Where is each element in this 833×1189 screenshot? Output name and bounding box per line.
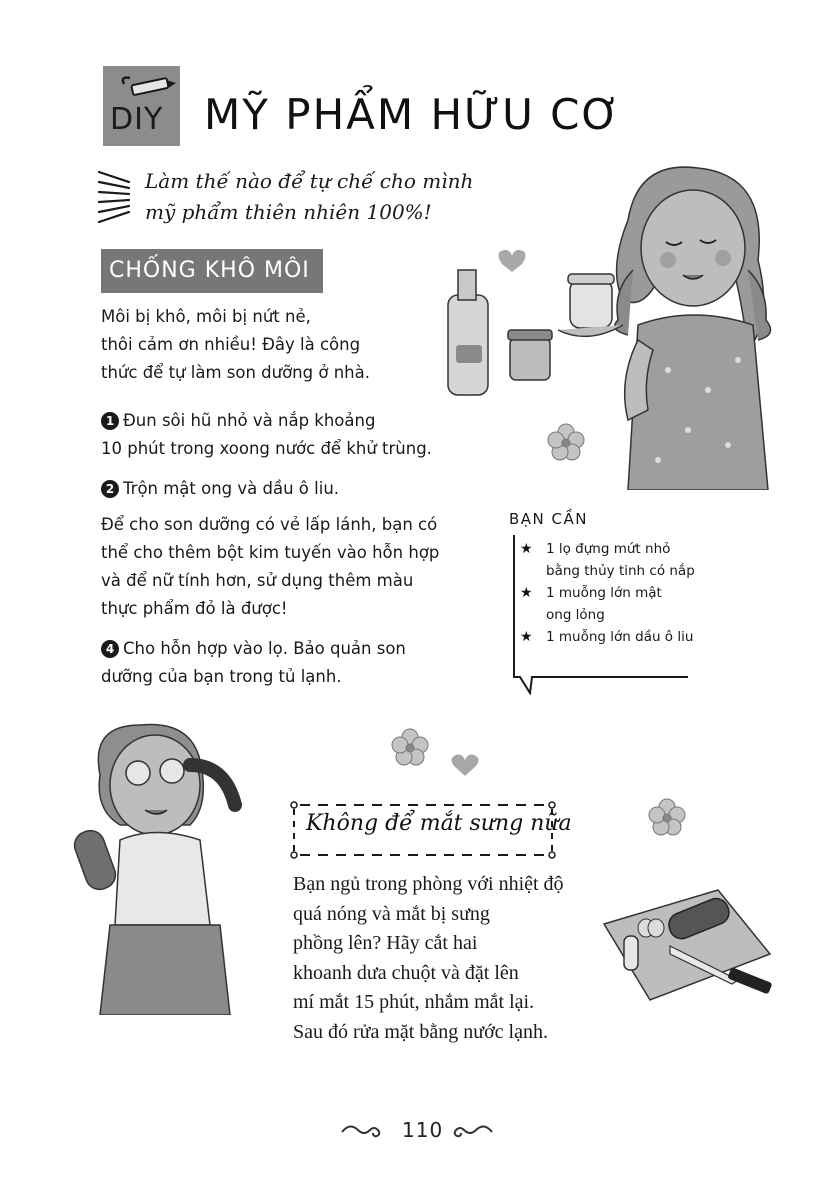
step-2	[101, 475, 481, 503]
hatch-lines-decoration	[97, 168, 133, 224]
tip-paragraph	[293, 870, 633, 1047]
page-number: 110	[402, 1118, 444, 1142]
step-text: Để cho son dưỡng có vẻ lấp lánh, bạn có	[101, 515, 438, 534]
left-swirl-ornament	[340, 1120, 386, 1142]
ingredient-item	[520, 582, 710, 626]
ingredient-line: 1 muỗng lớn dầu ô liu	[546, 629, 694, 645]
step-number-badge: 2	[101, 480, 119, 498]
ingredients-title: BẠN CẦN	[509, 510, 588, 528]
diy-tag-label: DIY	[110, 102, 164, 137]
right-swirl-ornament	[448, 1120, 494, 1142]
ingredient-line: ong lỏng	[546, 607, 605, 623]
intro-paragraph	[101, 303, 421, 387]
step-text: thể cho thêm bột kim tuyến vào hỗn hợp	[101, 543, 440, 562]
tip-line: mí mắt 15 phút, nhắm mắt lại.	[293, 991, 535, 1013]
step-1	[101, 407, 481, 463]
tip-title: Không để mắt sưng nữa	[306, 811, 572, 836]
girl-with-cucumber-illustration	[60, 715, 285, 1015]
section-banner-label: CHỐNG KHÔ MÔI	[109, 258, 310, 283]
ingredient-line: 1 lọ đựng mứt nhỏ	[546, 541, 671, 557]
ingredient-item	[520, 538, 710, 582]
star-icon: ★	[520, 585, 533, 601]
pencil-icon	[118, 72, 178, 100]
tip-line: quá nóng và mắt bị sưng	[293, 902, 490, 925]
step-text: dưỡng của bạn trong tủ lạnh.	[101, 667, 342, 686]
star-icon: ★	[520, 541, 533, 557]
step-text: Trộn mật ong và dầu ô liu.	[123, 479, 340, 498]
step-text: Cho hỗn hợp vào lọ. Bảo quản son	[123, 639, 406, 658]
ingredient-line: 1 muỗng lớn mật	[546, 585, 662, 601]
step-3-paragraph	[101, 511, 496, 623]
step-text: Đun sôi hũ nhỏ và nắp khoảng	[123, 411, 376, 430]
tip-line: Bạn ngủ trong phòng với nhiệt độ	[293, 873, 564, 895]
intro-line: thức để tự làm son dưỡng ở nhà.	[101, 363, 370, 382]
page-title: MỸ PHẨM HỮU CƠ	[204, 90, 622, 139]
page-subtitle	[145, 166, 485, 228]
step-text: 10 phút trong xoong nước để khử trùng.	[101, 439, 432, 458]
girl-with-jar-illustration	[438, 160, 798, 490]
ingredient-line: bằng thủy tinh có nắp	[546, 563, 695, 579]
tip-line: Sau đó rửa mặt bằng nước lạnh.	[293, 1020, 548, 1043]
tip-line: khoanh dưa chuột và đặt lên	[293, 961, 519, 984]
flower-icon	[644, 795, 690, 839]
flower-icon	[385, 725, 435, 770]
ingredients-list	[520, 538, 710, 648]
cutting-board-illustration	[598, 884, 776, 1004]
intro-line: Môi bị khô, môi bị nứt nẻ,	[101, 307, 311, 326]
step-number-badge: 4	[101, 640, 119, 658]
step-text: thực phẩm đỏ là được!	[101, 599, 288, 618]
ingredient-item	[520, 626, 710, 648]
subtitle-line-2: mỹ phẩm thiên nhiên 100%!	[145, 200, 432, 224]
step-text: và để nữ tính hơn, sử dụng thêm màu	[101, 571, 414, 590]
tip-line: phồng lên? Hãy cắt hai	[293, 932, 478, 954]
step-4	[101, 635, 461, 691]
intro-line: thôi cảm ơn nhiều! Đây là công	[101, 335, 361, 354]
step-number-badge: 1	[101, 412, 119, 430]
star-icon: ★	[520, 629, 533, 645]
subtitle-line-1: Làm thế nào để tự chế cho mình	[145, 169, 474, 193]
heart-icon	[450, 752, 480, 778]
